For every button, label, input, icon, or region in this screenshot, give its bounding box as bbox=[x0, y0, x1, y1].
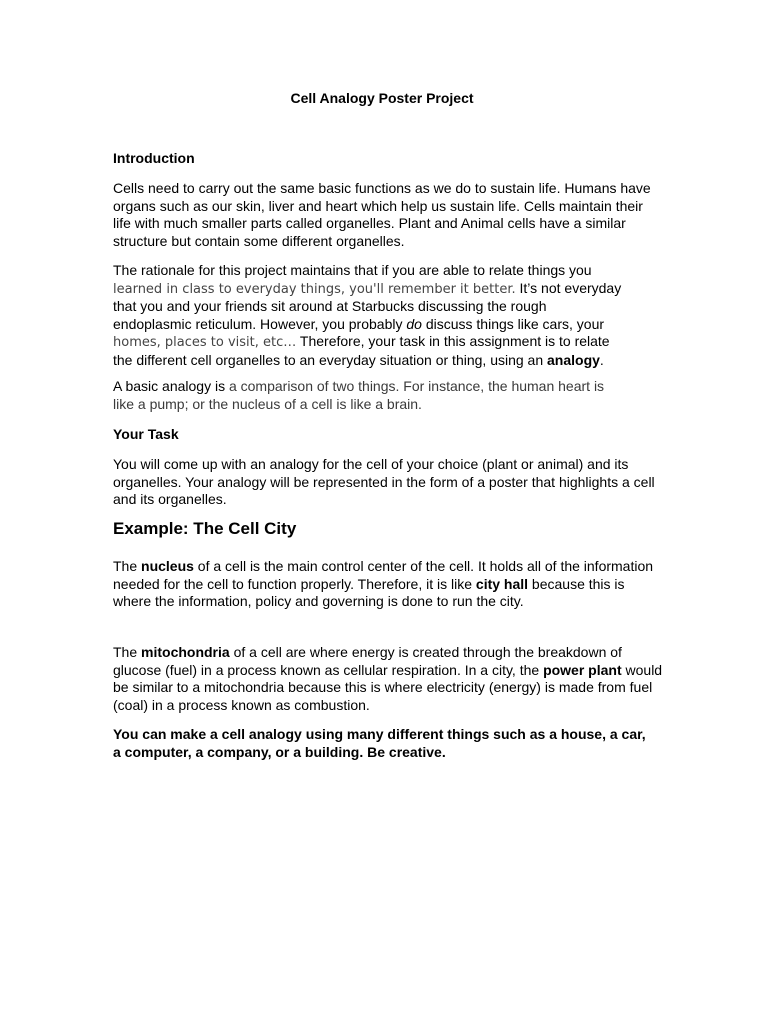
nucleus-paragraph bbox=[113, 558, 663, 611]
rationale-line-6a: the different cell organelles to an everyday situation or thing, using an bbox=[113, 351, 548, 368]
mito-text-2: of a cell are where energy is created through the breakdown of glucose (fuel) in a process known as cellular respiration. In a city, the bbox=[113, 644, 622, 678]
analogy-def-part2: a comparison of two things. For instance, the human heart is bbox=[225, 378, 605, 394]
rationale-line-5a: homes, places to visit, etc… bbox=[113, 335, 297, 350]
nucleus-text-2: of a cell is the main control center of the cell. It holds all of the information needed for the cell to function properly. Therefore, it is like bbox=[113, 558, 654, 592]
nucleus-text-1: The bbox=[113, 558, 142, 574]
mitochondria-paragraph bbox=[113, 644, 663, 714]
rationale-line-6b: . bbox=[599, 351, 604, 368]
task-heading: Your Task bbox=[113, 426, 179, 442]
mito-text-1: The bbox=[113, 644, 142, 660]
analogy-def-part1: A basic analogy is bbox=[113, 378, 226, 394]
rationale-line-5b: Therefore, your task in this assignment is to relate bbox=[296, 333, 610, 349]
task-paragraph: You will come up with an analogy for the cell of your choice (plant or animal) and its organelles. Your analogy will be represented in the form of a poster that highlights a cell and its organelles. bbox=[113, 456, 655, 507]
power-plant-term: power plant bbox=[543, 661, 622, 678]
rationale-line-4b: discuss things like cars, your bbox=[421, 315, 605, 332]
mitochondria-term: mitochondria bbox=[141, 644, 230, 660]
rationale-line-2b: It’s not everyday bbox=[515, 279, 622, 296]
closing-statement: You can make a cell analogy using many different things such as a house, a car, a computer, a company, or a building. Be creative. bbox=[113, 726, 646, 760]
analogy-def-line2: like a pump; or the nucleus of a cell is like a brain. bbox=[113, 395, 422, 412]
rationale-analogy-term: analogy bbox=[547, 351, 600, 368]
page-title: Cell Analogy Poster Project bbox=[290, 90, 474, 106]
example-heading: Example: The Cell City bbox=[113, 519, 297, 538]
rationale-paragraph bbox=[113, 262, 663, 369]
rationale-line-4a: endoplasmic reticulum. However, you probably bbox=[113, 315, 407, 332]
mito-text-3: would be similar to a mitochondria because this is where electricity (energy) is made from fuel (coal) in a process known as combustion. bbox=[113, 661, 663, 713]
city-hall-term: city hall bbox=[475, 575, 529, 592]
rationale-emphasis-do: do bbox=[406, 315, 422, 332]
intro-paragraph: Cells need to carry out the same basic functions as we do to sustain life. Humans have organs such as our skin, liver and heart which help us sustain life. Cells maintain their life with much smaller parts called organelles. Plant and Animal cells have a similar structure but contain some different organelles. bbox=[113, 180, 651, 249]
nucleus-text-3: because this is where the information, policy and governing is done to run the city. bbox=[113, 575, 625, 609]
rationale-line-1: The rationale for this project maintains that if you are able to relate things you bbox=[113, 262, 592, 278]
analogy-definition bbox=[113, 378, 663, 413]
rationale-line-3: that you and your friends sit around at Starbucks discussing the rough bbox=[113, 298, 547, 314]
rationale-line-2a: learned in class to everyday things, you'll remember it better. bbox=[113, 281, 516, 297]
nucleus-term: nucleus bbox=[141, 558, 194, 574]
intro-heading: Introduction bbox=[113, 150, 195, 166]
